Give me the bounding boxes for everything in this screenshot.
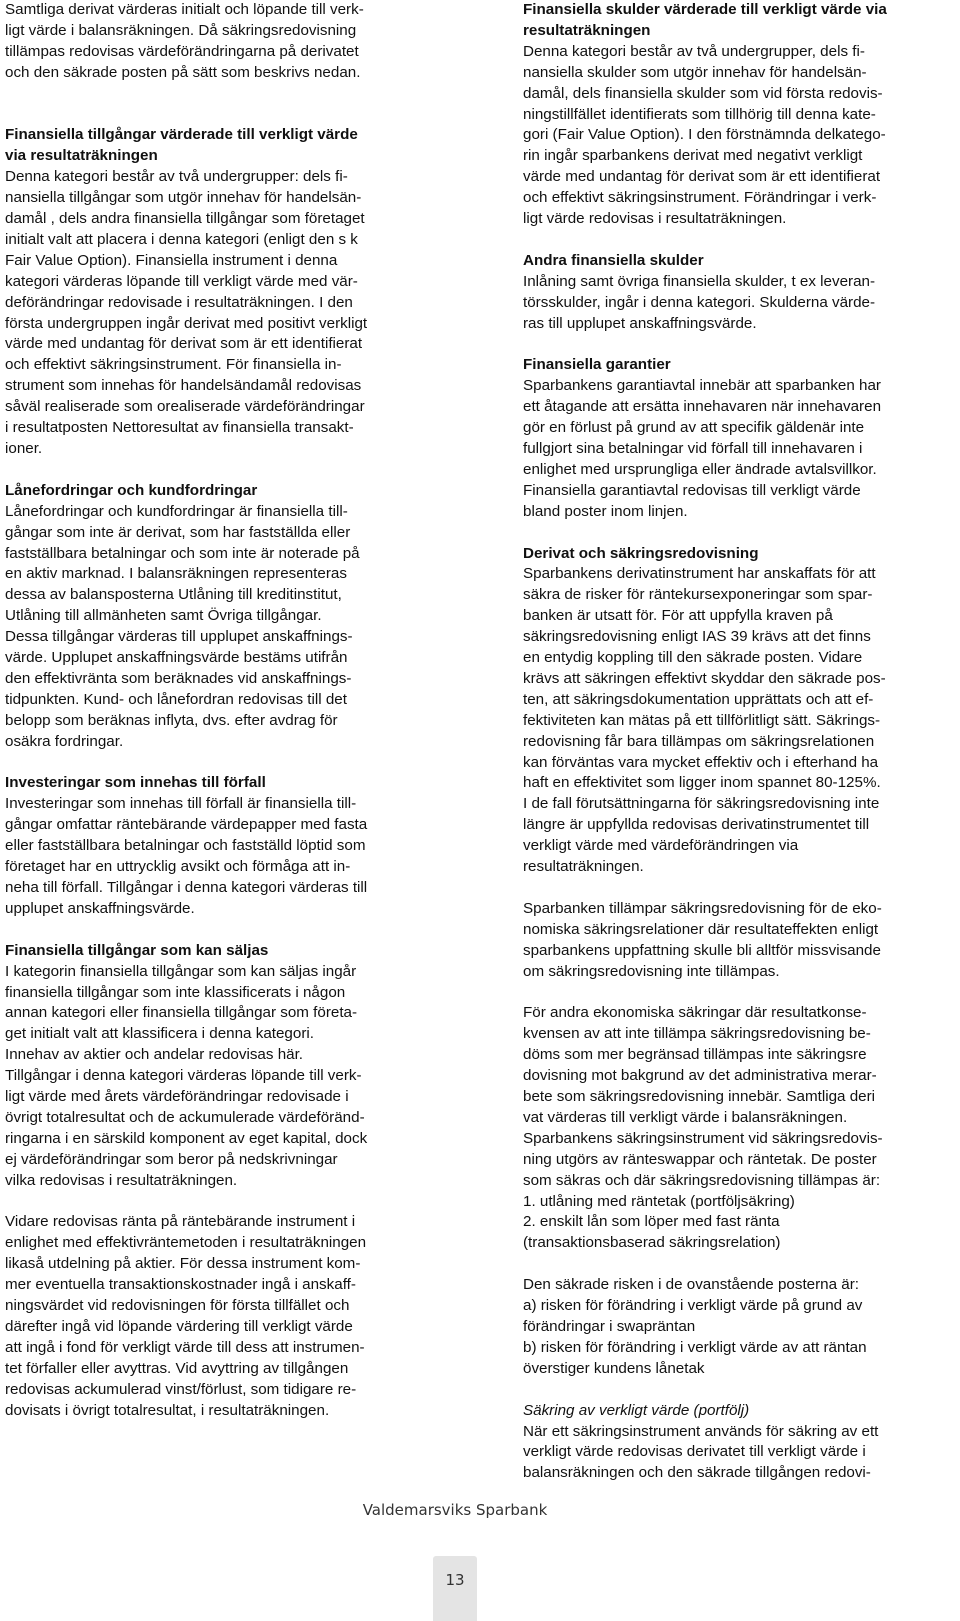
- spacer: [523, 878, 953, 899]
- page-number: 13: [445, 1571, 465, 1589]
- section-body-fair-value-assets: Denna kategori består av två undergrupper: dels fi- nansiella tillgångar som utgör innehav för handelsän- damål , dels andra finansiella tillgångar som företaget initialt valt att placera i denna kategori (enligt den s k Fair Value Option). Finansiella instrument i denna kategori värderas löpande till verkligt värde med vär- deförändringar redovisade i resultaträkningen. I den första undergruppen ingår derivat med positivt verkligt värde med undantag för derivat som är ett identifierat och effektivt säkringsinstrument. För finansiella in- strument som innehas för handelsändamål redovisas såväl realiserade som orealiserade värdeförändringar i resultatposten Nettoresultat av finansiella transakt- ioner.: [5, 168, 368, 457]
- spacer: [523, 1380, 953, 1401]
- spacer: [5, 753, 435, 774]
- section-body-hedging-economic: Sparbanken tillämpar säkringsredovisning för de eko- nomiska säkringsrelationer där resultateffekten enligt sparbankens uppfattning skulle bli alltför missvisande om säkringsredovisning inte tillämpas.: [523, 899, 882, 980]
- spacer: [5, 460, 435, 481]
- page-number-tab: [433, 1556, 477, 1621]
- section-body-held-to-maturity: Investeringar som innehas till förfall är finansiella till- gångar omfattar räntebärande värdepapper med fasta eller fastställbara betalningar och fastställd löptid som företaget har en uttrycklig avsikt och förmåga att in- neha till förfall. Tillgångar i denna kategori värderas till upplupet anskaffningsvärde.: [5, 795, 368, 917]
- section-heading-fair-value-liabilities: Finansiella skulder värderade till verkligt värde via resultaträkningen: [523, 1, 887, 39]
- section-heading-available-for-sale: Finansiella tillgångar som kan säljas: [5, 941, 269, 959]
- section-body-loans-receivables: Lånefordringar och kundfordringar är finansiella till- gångar som inte är derivat, som har fastställda eller fastställbara betalningar och som inte är noterade på en aktiv marknad. I balansräkningen representeras dessa av balansposterna Utlåning till kreditinstitut, Utlåning till allmänheten samt Övriga tillgångar. Dessa tillgångar värderas till upplupet anskaffnings- värde. Upplupet anskaffningsvärde bestäms utifrån den effektivränta som beräknades vid anskaffnings- tidpunkten. Kund- och lånefordran redovisas till det belopp som beräknas inflyta, dvs. efter avdrag för osäkra fordringar.: [5, 502, 360, 750]
- section-heading-loans-receivables: Lånefordringar och kundfordringar: [5, 481, 258, 499]
- section-body-hedging-other: För andra ekonomiska säkringar där resultatkonse- kvensen av att inte tillämpa säkringsredovisning be- döms som mer begränsad tillämpas inte säkringsre dovisning mot bakgrund av det administrativa merar- bete som säkringsredovisning innebär. Samtliga deri vat värderas till verkligt värde i balansräkningen. Sparbankens säkringsinstrument vid säkringsredovis- ning utgörs av ränteswappar och räntetak. De poster som säkras och där säkringsredovisning tillämpas är: 1. utlåning med räntetak (portföljsäkring) 2. enskilt lån som löper med fast ränta (transaktionsbaserad säkringsrelation): [523, 1004, 883, 1252]
- spacer: [5, 1192, 435, 1213]
- spacer: [523, 523, 953, 544]
- section-body-other-liabilities: Inlåning samt övriga finansiella skulder, t ex leveran- törsskulder, ingår i denna kategori. Skulderna värde- ras till upplupet anskaffningsvärde.: [523, 272, 876, 332]
- footer-bank-name: Valdemarsviks Sparbank: [362, 1501, 548, 1519]
- section-heading-financial-guarantees: Finansiella garantier: [523, 356, 671, 374]
- section-heading-fair-value-hedge-portfolio: Säkring av verkligt värde (portfölj): [523, 1401, 750, 1419]
- left-column: [5, 0, 435, 1422]
- section-body-financial-guarantees: Sparbankens garantiavtal innebär att sparbanken har ett åtagande att ersätta innehavaren när innehavaren gör en förlust på grund av att specifik gäldenär inte fullgjort sina betalningar vid förfall till innehavaren i enlighet med ursprungliga eller ändrade avtalsvillkor. Finansiella garantiavtal redovisas till verkligt värde bland poster inom linjen.: [523, 377, 882, 520]
- intro-paragraph: Samtliga derivat värderas initialt och löpande till verk- ligt värde i balansräkningen. Då säkringsredovisning tillämpas redovisas värdeförändringarna på derivatet och den säkrade posten på sätt som beskrivs nedan.: [5, 1, 364, 81]
- section-heading-other-liabilities: Andra finansiella skulder: [523, 251, 704, 269]
- spacer: [5, 84, 435, 105]
- section-body-hedged-risk: Den säkrade risken i de ovanstående posterna är: a) risken för förändring i verkligt värde på grund av förändringar i swapräntan b) risken för förändring i verkligt värde av att räntan överstiger kundens lånetak: [523, 1276, 867, 1377]
- spacer: [523, 230, 953, 251]
- section-heading-held-to-maturity: Investeringar som innehas till förfall: [5, 774, 266, 792]
- spacer: [523, 983, 953, 1004]
- section-body-available-for-sale: I kategorin finansiella tillgångar som kan säljas ingår finansiella tillgångar som inte klassificerats i någon annan kategori eller finansiella tillgångar som företa- get initialt valt att klassificera i denna kategori. Innehav av aktier och andelar redovisas här. Tillgångar i denna kategori värderas löpande till verk- ligt värde med årets värdeförändringar redovisade i övrigt totalresultat och de ackumulerade värdeföränd- ringarna i en särskild komponent av eget kapital, dock ej värdeförändringar som beror på nedskrivningar vilka redovisas i resultaträkningen.: [5, 962, 368, 1189]
- section-heading-derivatives-hedging: Derivat och säkringsredovisning: [523, 544, 759, 562]
- spacer: [523, 1254, 953, 1275]
- spacer: [5, 920, 435, 941]
- section-heading-fair-value-assets: Finansiella tillgångar värderade till verkligt värde via resultaträkningen: [5, 126, 358, 165]
- section-body-fair-value-liabilities: Denna kategori består av två undergrupper, dels fi- nansiella skulder som utgör innehav för handelsän- damål, dels finansiella skulder som vid första redovis- ningstillfället identifierats som tillhörig till denna kate- gori (Fair Value Option). I den förstnämnda delkatego- rin ingår sparbankens derivat med negativt verkligt värde med undantag för derivat som är ett identifierat och effektivt säkringsinstrument. Förändringar i verk- ligt värde redovisas i resultaträkningen.: [523, 42, 886, 228]
- section-body-fair-value-hedge-portfolio: När ett säkringsinstrument används för säkring av ett verkligt värde redovisas derivatet till verkligt värde i balansräkningen och den säkrade tillgången redovi-: [523, 1422, 879, 1482]
- spacer: [5, 105, 435, 126]
- section-body-available-for-sale-continued: Vidare redovisas ränta på räntebärande instrument i enlighet med effektivräntemetoden i resultaträkningen likaså utdelning på aktier. För dessa instrument kom- mer eventuella transaktionskostnader ingå i anskaff- ningsvärdet vid redovisningen för första tillfället och därefter ingå vid löpande värdering till verkligt värde att ingå i fond för verkligt värde till dess att instrumen- tet förfaller eller avyttras. Vid avyttring av tillgången redovisas ackumulerad vinst/förlust, som tidigare re- dovisats i övrigt totalresultat, i resultaträkningen.: [5, 1213, 367, 1419]
- spacer: [523, 334, 953, 355]
- right-column: [523, 0, 953, 1484]
- section-body-derivatives-hedging: Sparbankens derivatinstrument har anskaffats för att säkra de risker för räntekursexponeringar som spar- banken är utsatt för. För att uppfylla kraven på säkringsredovisning enligt IAS 39 krävs att det finns en entydig koppling till den säkrade posten. Vidare krävs att säkringen effektivt skyddar den säkrade pos- ten, att säkringsdokumentation upprättats och att ef- fektiviteten kan mätas på ett tillförlitligt sätt. Säkrings- redovisning får bara tillämpas om säkringsrelationen kan förväntas vara mycket effektiv och i efterhand ha haft en effektivitet som ligger inom spannet 80-125%. I de fall förutsättningarna för säkringsredovisning inte längre är uppfyllda redovisas derivatinstrumentet till verkligt värde med värdeförändringen via resultaträkningen.: [523, 565, 886, 876]
